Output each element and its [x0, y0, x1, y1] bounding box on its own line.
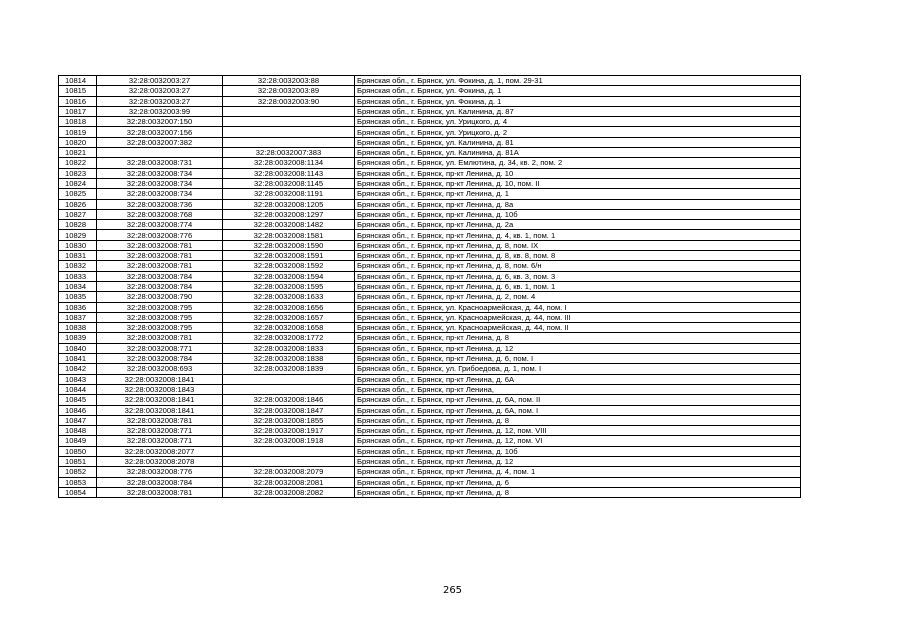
row-number-cell: 10854: [59, 487, 97, 497]
address-cell: Брянская обл., г. Брянск, пр-кт Ленина, д. 6А, пом. II: [355, 395, 801, 405]
object-cadastral-number-cell: 32:28:0032008:1591: [223, 251, 355, 261]
object-cadastral-number-cell: 32:28:0032008:1297: [223, 209, 355, 219]
object-cadastral-number-cell: 32:28:0032008:1145: [223, 178, 355, 188]
object-cadastral-number-cell: 32:28:0032008:1633: [223, 292, 355, 302]
row-number-cell: 10843: [59, 374, 97, 384]
parent-cadastral-number-cell: 32:28:0032003:99: [97, 106, 223, 116]
parent-cadastral-number-cell: 32:28:0032008:784: [97, 271, 223, 281]
object-cadastral-number-cell: [223, 106, 355, 116]
table-row: [59, 137, 801, 147]
address-cell: Брянская обл., г. Брянск, ул. Фокина, д. 1: [355, 96, 801, 106]
table-row: [59, 467, 801, 477]
object-cadastral-number-cell: 32:28:0032008:1917: [223, 426, 355, 436]
table-row: [59, 96, 801, 106]
object-cadastral-number-cell: 32:28:0032008:1656: [223, 302, 355, 312]
row-number-cell: 10841: [59, 354, 97, 364]
parent-cadastral-number-cell: 32:28:0032008:795: [97, 312, 223, 322]
row-number-cell: 10834: [59, 281, 97, 291]
address-cell: Брянская обл., г. Брянск, ул. Калинина, д. 81: [355, 137, 801, 147]
object-cadastral-number-cell: 32:28:0032008:1847: [223, 405, 355, 415]
table-row: [59, 436, 801, 446]
address-cell: Брянская обл., г. Брянск, пр-кт Ленина, д. 8: [355, 415, 801, 425]
table-row: [59, 302, 801, 312]
row-number-cell: 10831: [59, 251, 97, 261]
table-row: [59, 240, 801, 250]
table-row: [59, 117, 801, 127]
row-number-cell: 10837: [59, 312, 97, 322]
address-cell: Брянская обл., г. Брянск, ул. Фокина, д. 1: [355, 86, 801, 96]
address-cell: Брянская обл., г. Брянск, пр-кт Ленина, д. 6: [355, 477, 801, 487]
parent-cadastral-number-cell: 32:28:0032008:731: [97, 158, 223, 168]
row-number-cell: 10824: [59, 178, 97, 188]
address-cell: Брянская обл., г. Брянск, пр-кт Ленина, д. 6, кв. 1, пом. 1: [355, 281, 801, 291]
row-number-cell: 10849: [59, 436, 97, 446]
object-cadastral-number-cell: 32:28:0032007:383: [223, 148, 355, 158]
row-number-cell: 10839: [59, 333, 97, 343]
row-number-cell: 10821: [59, 148, 97, 158]
object-cadastral-number-cell: 32:28:0032008:1658: [223, 323, 355, 333]
parent-cadastral-number-cell: 32:28:0032007:382: [97, 137, 223, 147]
address-cell: Брянская обл., г. Брянск, пр-кт Ленина, д. 12, пом. VIII: [355, 426, 801, 436]
parent-cadastral-number-cell: 32:28:0032008:1843: [97, 384, 223, 394]
address-cell: Брянская обл., г. Брянск, пр-кт Ленина, д. 8: [355, 333, 801, 343]
row-number-cell: 10816: [59, 96, 97, 106]
table-row: [59, 312, 801, 322]
address-cell: Брянская обл., г. Брянск, пр-кт Ленина, д. 8, пом. IX: [355, 240, 801, 250]
table-row: [59, 230, 801, 240]
parent-cadastral-number-cell: 32:28:0032008:771: [97, 436, 223, 446]
row-number-cell: 10827: [59, 209, 97, 219]
row-number-cell: 10822: [59, 158, 97, 168]
row-number-cell: 10845: [59, 395, 97, 405]
table-row: [59, 86, 801, 96]
row-number-cell: 10820: [59, 137, 97, 147]
row-number-cell: 10823: [59, 168, 97, 178]
row-number-cell: 10815: [59, 86, 97, 96]
address-cell: Брянская обл., г. Брянск, пр-кт Ленина, д. 8, кв. 8, пом. 8: [355, 251, 801, 261]
parent-cadastral-number-cell: 32:28:0032008:734: [97, 178, 223, 188]
object-cadastral-number-cell: [223, 117, 355, 127]
row-number-cell: 10836: [59, 302, 97, 312]
parent-cadastral-number-cell: 32:28:0032008:795: [97, 323, 223, 333]
parent-cadastral-number-cell: 32:28:0032008:784: [97, 281, 223, 291]
object-cadastral-number-cell: 32:28:0032008:1581: [223, 230, 355, 240]
table-row: [59, 456, 801, 466]
parent-cadastral-number-cell: 32:28:0032008:771: [97, 426, 223, 436]
address-cell: Брянская обл., г. Брянск, пр-кт Ленина, д. 12: [355, 343, 801, 353]
parent-cadastral-number-cell: 32:28:0032003:27: [97, 86, 223, 96]
parent-cadastral-number-cell: 32:28:0032008:2078: [97, 456, 223, 466]
parent-cadastral-number-cell: 32:28:0032008:734: [97, 168, 223, 178]
parent-cadastral-number-cell: 32:28:0032008:1841: [97, 374, 223, 384]
address-cell: Брянская обл., г. Брянск, пр-кт Ленина, д. 10б: [355, 209, 801, 219]
table-row: [59, 281, 801, 291]
table-row: [59, 364, 801, 374]
parent-cadastral-number-cell: 32:28:0032008:784: [97, 477, 223, 487]
parent-cadastral-number-cell: 32:28:0032008:781: [97, 415, 223, 425]
parent-cadastral-number-cell: 32:28:0032008:795: [97, 302, 223, 312]
parent-cadastral-number-cell: 32:28:0032008:1841: [97, 405, 223, 415]
parent-cadastral-number-cell: 32:28:0032008:736: [97, 199, 223, 209]
parent-cadastral-number-cell: 32:28:0032008:734: [97, 189, 223, 199]
object-cadastral-number-cell: 32:28:0032008:1594: [223, 271, 355, 281]
table-row: [59, 271, 801, 281]
table-row: [59, 127, 801, 137]
object-cadastral-number-cell: 32:28:0032008:1592: [223, 261, 355, 271]
table-row: [59, 261, 801, 271]
parent-cadastral-number-cell: 32:28:0032003:27: [97, 96, 223, 106]
parent-cadastral-number-cell: 32:28:0032008:774: [97, 220, 223, 230]
table-row: [59, 292, 801, 302]
object-cadastral-number-cell: 32:28:0032008:1772: [223, 333, 355, 343]
row-number-cell: 10826: [59, 199, 97, 209]
parent-cadastral-number-cell: 32:28:0032008:781: [97, 251, 223, 261]
object-cadastral-number-cell: 32:28:0032008:1657: [223, 312, 355, 322]
table-row: [59, 477, 801, 487]
table-row: [59, 405, 801, 415]
parent-cadastral-number-cell: 32:28:0032008:693: [97, 364, 223, 374]
address-cell: Брянская обл., г. Брянск, пр-кт Ленина, д. 8, пом. 6/н: [355, 261, 801, 271]
row-number-cell: 10830: [59, 240, 97, 250]
table-row: [59, 178, 801, 188]
object-cadastral-number-cell: 32:28:0032008:2081: [223, 477, 355, 487]
row-number-cell: 10817: [59, 106, 97, 116]
object-cadastral-number-cell: 32:28:0032008:1833: [223, 343, 355, 353]
row-number-cell: 10840: [59, 343, 97, 353]
row-number-cell: 10848: [59, 426, 97, 436]
address-cell: Брянская обл., г. Брянск, пр-кт Ленина, д. 2а: [355, 220, 801, 230]
address-cell: Брянская обл., г. Брянск, пр-кт Ленина, д. 10б: [355, 446, 801, 456]
address-cell: Брянская обл., г. Брянск, пр-кт Ленина, д. 1: [355, 189, 801, 199]
row-number-cell: 10825: [59, 189, 97, 199]
parent-cadastral-number-cell: 32:28:0032007:150: [97, 117, 223, 127]
object-cadastral-number-cell: [223, 456, 355, 466]
parent-cadastral-number-cell: 32:28:0032008:784: [97, 354, 223, 364]
row-number-cell: 10853: [59, 477, 97, 487]
parent-cadastral-number-cell: 32:28:0032008:1841: [97, 395, 223, 405]
row-number-cell: 10833: [59, 271, 97, 281]
address-cell: Брянская обл., г. Брянск, пр-кт Ленина, д. 6, пом. I: [355, 354, 801, 364]
address-cell: Брянская обл., г. Брянск, пр-кт Ленина, д. 4, пом. 1: [355, 467, 801, 477]
registry-table-body: [59, 76, 801, 498]
row-number-cell: 10814: [59, 76, 97, 86]
object-cadastral-number-cell: 32:28:0032008:1846: [223, 395, 355, 405]
object-cadastral-number-cell: [223, 446, 355, 456]
address-cell: Брянская обл., г. Брянск, пр-кт Ленина, д. 4, кв. 1, пом. 1: [355, 230, 801, 240]
parent-cadastral-number-cell: 32:28:0032008:790: [97, 292, 223, 302]
address-cell: Брянская обл., г. Брянск, пр-кт Ленина, д. 6, кв. 3, пом. 3: [355, 271, 801, 281]
registry-table: [58, 75, 801, 498]
address-cell: Брянская обл., г. Брянск, ул. Урицкого, д. 2: [355, 127, 801, 137]
table-row: [59, 189, 801, 199]
parent-cadastral-number-cell: 32:28:0032008:781: [97, 261, 223, 271]
object-cadastral-number-cell: 32:28:0032008:1191: [223, 189, 355, 199]
table-row: [59, 384, 801, 394]
object-cadastral-number-cell: 32:28:0032008:1595: [223, 281, 355, 291]
address-cell: Брянская обл., г. Брянск, ул. Урицкого, д. 4: [355, 117, 801, 127]
object-cadastral-number-cell: 32:28:0032008:1918: [223, 436, 355, 446]
parent-cadastral-number-cell: [97, 148, 223, 158]
row-number-cell: 10828: [59, 220, 97, 230]
address-cell: Брянская обл., г. Брянск, пр-кт Ленина,: [355, 384, 801, 394]
object-cadastral-number-cell: 32:28:0032003:90: [223, 96, 355, 106]
table-row: [59, 487, 801, 497]
parent-cadastral-number-cell: 32:28:0032008:768: [97, 209, 223, 219]
address-cell: Брянская обл., г. Брянск, ул. Калинина, д. 81А: [355, 148, 801, 158]
object-cadastral-number-cell: 32:28:0032008:1590: [223, 240, 355, 250]
address-cell: Брянская обл., г. Брянск, ул. Фокина, д. 1, пом. 29-31: [355, 76, 801, 86]
table-row: [59, 209, 801, 219]
table-row: [59, 106, 801, 116]
parent-cadastral-number-cell: 32:28:0032003:27: [97, 76, 223, 86]
table-row: [59, 148, 801, 158]
row-number-cell: 10847: [59, 415, 97, 425]
table-row: [59, 158, 801, 168]
address-cell: Брянская обл., г. Брянск, пр-кт Ленина, д. 12: [355, 456, 801, 466]
table-row: [59, 333, 801, 343]
table-row: [59, 446, 801, 456]
address-cell: Брянская обл., г. Брянск, ул. Грибоедова, д. 1, пом. I: [355, 364, 801, 374]
table-row: [59, 374, 801, 384]
address-cell: Брянская обл., г. Брянск, пр-кт Ленина, д. 8а: [355, 199, 801, 209]
table-row: [59, 323, 801, 333]
row-number-cell: 10838: [59, 323, 97, 333]
table-row: [59, 251, 801, 261]
address-cell: Брянская обл., г. Брянск, ул. Емлютина, д. 34, кв. 2, пом. 2: [355, 158, 801, 168]
table-row: [59, 343, 801, 353]
row-number-cell: 10846: [59, 405, 97, 415]
parent-cadastral-number-cell: 32:28:0032008:781: [97, 333, 223, 343]
address-cell: Брянская обл., г. Брянск, пр-кт Ленина, д. 10, пом. II: [355, 178, 801, 188]
object-cadastral-number-cell: [223, 137, 355, 147]
object-cadastral-number-cell: 32:28:0032008:1839: [223, 364, 355, 374]
row-number-cell: 10835: [59, 292, 97, 302]
object-cadastral-number-cell: 32:28:0032003:88: [223, 76, 355, 86]
parent-cadastral-number-cell: 32:28:0032008:776: [97, 467, 223, 477]
table-row: [59, 415, 801, 425]
table-row: [59, 199, 801, 209]
row-number-cell: 10818: [59, 117, 97, 127]
object-cadastral-number-cell: 32:28:0032003:89: [223, 86, 355, 96]
address-cell: Брянская обл., г. Брянск, пр-кт Ленина, д. 6А: [355, 374, 801, 384]
row-number-cell: 10844: [59, 384, 97, 394]
page-number: 265: [442, 585, 463, 596]
object-cadastral-number-cell: [223, 127, 355, 137]
table-row: [59, 426, 801, 436]
object-cadastral-number-cell: 32:28:0032008:1855: [223, 415, 355, 425]
object-cadastral-number-cell: [223, 384, 355, 394]
row-number-cell: 10819: [59, 127, 97, 137]
row-number-cell: 10850: [59, 446, 97, 456]
row-number-cell: 10832: [59, 261, 97, 271]
table-row: [59, 354, 801, 364]
table-row: [59, 395, 801, 405]
row-number-cell: 10851: [59, 456, 97, 466]
parent-cadastral-number-cell: 32:28:0032007:156: [97, 127, 223, 137]
parent-cadastral-number-cell: 32:28:0032008:781: [97, 240, 223, 250]
object-cadastral-number-cell: 32:28:0032008:1838: [223, 354, 355, 364]
row-number-cell: 10852: [59, 467, 97, 477]
address-cell: Брянская обл., г. Брянск, пр-кт Ленина, д. 8: [355, 487, 801, 497]
address-cell: Брянская обл., г. Брянск, ул. Красноармейская, д. 44, пом. I: [355, 302, 801, 312]
parent-cadastral-number-cell: 32:28:0032008:771: [97, 343, 223, 353]
table-row: [59, 220, 801, 230]
object-cadastral-number-cell: 32:28:0032008:2079: [223, 467, 355, 477]
object-cadastral-number-cell: [223, 374, 355, 384]
table-row: [59, 168, 801, 178]
address-cell: Брянская обл., г. Брянск, ул. Красноармейская, д. 44, пом. III: [355, 312, 801, 322]
table-row: [59, 76, 801, 86]
object-cadastral-number-cell: 32:28:0032008:1482: [223, 220, 355, 230]
parent-cadastral-number-cell: 32:28:0032008:2077: [97, 446, 223, 456]
address-cell: Брянская обл., г. Брянск, пр-кт Ленина, д. 12, пом. VI: [355, 436, 801, 446]
object-cadastral-number-cell: 32:28:0032008:1205: [223, 199, 355, 209]
address-cell: Брянская обл., г. Брянск, ул. Калинина, д. 87: [355, 106, 801, 116]
address-cell: Брянская обл., г. Брянск, пр-кт Ленина, д. 2, пом. 4: [355, 292, 801, 302]
address-cell: Брянская обл., г. Брянск, пр-кт Ленина, д. 6А, пом. I: [355, 405, 801, 415]
object-cadastral-number-cell: 32:28:0032008:2082: [223, 487, 355, 497]
object-cadastral-number-cell: 32:28:0032008:1143: [223, 168, 355, 178]
parent-cadastral-number-cell: 32:28:0032008:776: [97, 230, 223, 240]
row-number-cell: 10842: [59, 364, 97, 374]
parent-cadastral-number-cell: 32:28:0032008:781: [97, 487, 223, 497]
address-cell: Брянская обл., г. Брянск, пр-кт Ленина, д. 10: [355, 168, 801, 178]
row-number-cell: 10829: [59, 230, 97, 240]
address-cell: Брянская обл., г. Брянск, ул. Красноармейская, д. 44, пом. II: [355, 323, 801, 333]
object-cadastral-number-cell: 32:28:0032008:1134: [223, 158, 355, 168]
